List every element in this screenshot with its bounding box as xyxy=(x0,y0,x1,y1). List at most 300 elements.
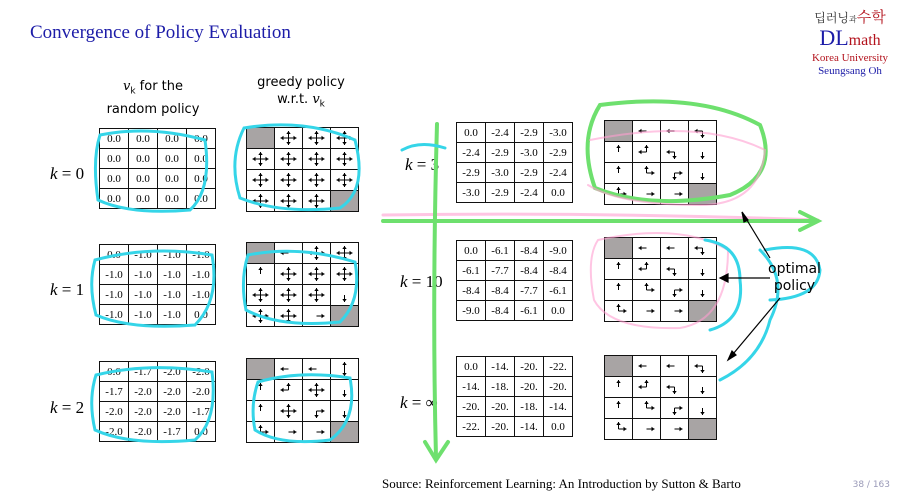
value-cell: -2.0 xyxy=(129,382,158,402)
arrow-icon xyxy=(247,191,274,211)
policy-cell xyxy=(331,170,359,191)
arrow-icon xyxy=(303,191,330,211)
policy-cell xyxy=(331,264,359,285)
policy-cell xyxy=(605,419,633,440)
arrow-icon xyxy=(275,264,302,284)
policy-cell xyxy=(689,238,717,259)
value-cell: -8.4 xyxy=(544,261,573,281)
policy-cell xyxy=(303,191,331,212)
value-cell: 0.0 xyxy=(187,169,216,189)
arrow-icon xyxy=(247,422,274,442)
arrow-icon xyxy=(633,419,660,439)
k-label: k = 10 xyxy=(400,272,443,291)
policy-cell xyxy=(303,359,331,380)
policy-cell xyxy=(633,301,661,322)
value-cell: -6.1 xyxy=(544,281,573,301)
policy-grid xyxy=(246,358,359,443)
value-cell: -2.9 xyxy=(486,143,515,163)
policy-cell xyxy=(661,121,689,142)
slide-title: Convergence of Policy Evaluation xyxy=(30,22,291,43)
value-cell: -20. xyxy=(486,397,515,417)
policy-grid xyxy=(604,355,717,440)
policy-cell xyxy=(303,380,331,401)
arrow-icon xyxy=(633,121,660,141)
arrow-icon xyxy=(661,259,688,279)
arrow-icon xyxy=(689,259,716,279)
k-value: 10 xyxy=(425,272,443,291)
k-label: k = ∞ xyxy=(400,393,438,412)
value-cell: -14. xyxy=(515,417,544,437)
policy-cell xyxy=(303,401,331,422)
value-cell: -2.4 xyxy=(544,163,573,183)
arrow-icon xyxy=(661,238,688,258)
policy-cell xyxy=(689,356,717,377)
value-cell: 0.0 xyxy=(100,189,129,209)
arrow-icon xyxy=(331,264,358,284)
arrow-icon xyxy=(247,306,274,326)
arrow-icon xyxy=(331,128,358,148)
policy-cell xyxy=(633,163,661,184)
terminal-cell xyxy=(605,356,633,377)
value-cell: -8.4 xyxy=(515,241,544,261)
arrow-icon xyxy=(661,121,688,141)
arrow-icon xyxy=(689,142,716,162)
policy-cell xyxy=(303,422,331,443)
arrow-icon xyxy=(303,306,330,326)
policy-cell xyxy=(633,238,661,259)
policy-cell xyxy=(689,377,717,398)
policy-cell xyxy=(331,401,359,422)
arrow-icon xyxy=(661,398,688,418)
value-cell: 0.0 xyxy=(544,301,573,321)
arrow-icon xyxy=(633,142,660,162)
value-cell: 0.0 xyxy=(457,241,486,261)
policy-cell xyxy=(247,422,275,443)
arrow-icon xyxy=(605,398,632,418)
arrow-icon xyxy=(661,163,688,183)
arrow-icon xyxy=(661,356,688,376)
value-cell: 0.0 xyxy=(187,305,216,325)
arrow-icon xyxy=(275,422,302,442)
value-cell: -1.0 xyxy=(100,265,129,285)
value-cell: 0.0 xyxy=(457,123,486,143)
arrow-icon xyxy=(689,280,716,300)
value-cell: -8.4 xyxy=(457,281,486,301)
k-label: k = 0 xyxy=(50,164,85,183)
policy-cell xyxy=(633,259,661,280)
value-cell: -2.0 xyxy=(158,382,187,402)
k-value: 1 xyxy=(75,280,85,299)
value-cell: -2.0 xyxy=(100,402,129,422)
policy-cell xyxy=(689,398,717,419)
policy-cell xyxy=(661,259,689,280)
value-cell: 0.0 xyxy=(129,129,158,149)
arrow-icon xyxy=(275,380,302,400)
terminal-cell xyxy=(689,419,717,440)
policy-cell xyxy=(275,306,303,327)
policy-cell xyxy=(633,398,661,419)
value-cell: -2.9 xyxy=(486,183,515,203)
value-cell: -1.0 xyxy=(187,285,216,305)
terminal-cell xyxy=(331,191,359,212)
arrow-icon xyxy=(661,377,688,397)
value-grid xyxy=(99,361,216,442)
value-cell: -14. xyxy=(486,357,515,377)
page-number: 38 / 163 xyxy=(852,480,890,490)
arrow-icon xyxy=(689,398,716,418)
arrow-icon xyxy=(633,377,660,397)
policy-cell xyxy=(689,259,717,280)
k-value: ∞ xyxy=(425,393,438,412)
policy-cell xyxy=(661,356,689,377)
value-cell: -1.7 xyxy=(129,362,158,382)
value-cell: 0.0 xyxy=(158,129,187,149)
value-cell: -2.4 xyxy=(457,143,486,163)
arrow-icon xyxy=(275,149,302,169)
value-cell: -2.4 xyxy=(515,183,544,203)
arrow-icon xyxy=(247,170,274,190)
value-cell: -14. xyxy=(544,397,573,417)
policy-cell xyxy=(661,280,689,301)
policy-cell xyxy=(275,422,303,443)
arrow-icon xyxy=(275,401,302,421)
arrow-icon xyxy=(303,285,330,305)
arrow-icon xyxy=(275,359,302,379)
policy-cell xyxy=(303,264,331,285)
arrow-icon xyxy=(689,121,716,141)
value-cell: -1.0 xyxy=(187,265,216,285)
value-cell: -6.1 xyxy=(486,241,515,261)
k-value: 0 xyxy=(75,164,85,183)
policy-cell xyxy=(247,191,275,212)
arrow-icon xyxy=(331,243,358,263)
value-cell: 0.0 xyxy=(100,149,129,169)
value-cell: 0.0 xyxy=(544,417,573,437)
policy-cell xyxy=(331,380,359,401)
policy-cell xyxy=(633,356,661,377)
policy-cell xyxy=(275,380,303,401)
policy-cell xyxy=(661,184,689,205)
policy-cell xyxy=(661,419,689,440)
value-cell: 0.0 xyxy=(187,129,216,149)
arrow-icon xyxy=(605,142,632,162)
value-cell: -18. xyxy=(486,377,515,397)
value-cell: -2.9 xyxy=(515,123,544,143)
value-cell: -6.1 xyxy=(457,261,486,281)
policy-cell xyxy=(275,401,303,422)
value-cell: -2.9 xyxy=(457,163,486,183)
policy-cell xyxy=(633,142,661,163)
arrow-icon xyxy=(605,301,632,321)
value-cell: -7.7 xyxy=(515,281,544,301)
policy-cell xyxy=(275,149,303,170)
policy-cell xyxy=(605,142,633,163)
policy-cell xyxy=(331,359,359,380)
value-cell: -1.7 xyxy=(187,402,216,422)
logo-university: Korea University xyxy=(811,52,889,64)
value-cell: -2.0 xyxy=(158,402,187,422)
arrow-icon xyxy=(247,285,274,305)
value-cell: 0.0 xyxy=(100,245,129,265)
policy-cell xyxy=(605,301,633,322)
arrow-icon xyxy=(247,401,274,421)
value-cell: -14. xyxy=(457,377,486,397)
policy-grid xyxy=(604,237,717,322)
value-cell: 0.0 xyxy=(158,149,187,169)
value-cell: -8.4 xyxy=(515,261,544,281)
policy-cell xyxy=(661,301,689,322)
value-cell: -6.1 xyxy=(515,301,544,321)
policy-cell xyxy=(661,398,689,419)
value-cell: 0.0 xyxy=(158,169,187,189)
arrow-icon xyxy=(331,401,358,421)
value-cell: 0.0 xyxy=(187,189,216,209)
policy-cell xyxy=(633,280,661,301)
arrow-icon xyxy=(303,401,330,421)
arrow-icon xyxy=(605,419,632,439)
k-value: 3 xyxy=(430,155,440,174)
policy-cell xyxy=(247,380,275,401)
policy-cell xyxy=(661,377,689,398)
arrow-icon xyxy=(303,170,330,190)
arrow-icon xyxy=(275,306,302,326)
value-cell: -1.7 xyxy=(158,422,187,442)
value-cell: -1.0 xyxy=(129,265,158,285)
logo-author: Seungsang Oh xyxy=(818,65,882,77)
terminal-cell xyxy=(247,243,275,264)
value-grid xyxy=(99,244,216,325)
arrow-icon xyxy=(303,380,330,400)
terminal-cell xyxy=(689,184,717,205)
value-cell: 0.0 xyxy=(100,169,129,189)
value-cell: -2.0 xyxy=(100,422,129,442)
policy-cell xyxy=(633,419,661,440)
arrow-icon xyxy=(275,128,302,148)
value-cell: -1.0 xyxy=(129,305,158,325)
logo: 딥러닝과수학 DLmath Korea University Seungsang Oh xyxy=(811,8,889,77)
optimal-policy-label: optimal policy xyxy=(768,261,821,294)
arrow-icon xyxy=(247,380,274,400)
policy-cell xyxy=(247,170,275,191)
policy-column-header: greedy policy w.r.t. $v_k$ xyxy=(257,75,345,110)
value-cell: 0.0 xyxy=(100,362,129,382)
value-grid xyxy=(99,128,216,209)
value-cell: 0.0 xyxy=(457,357,486,377)
policy-cell xyxy=(275,359,303,380)
terminal-cell xyxy=(605,121,633,142)
policy-grid xyxy=(246,242,359,327)
value-cell: -2.9 xyxy=(515,163,544,183)
policy-cell xyxy=(605,184,633,205)
value-cell: 0.0 xyxy=(544,183,573,203)
policy-cell xyxy=(605,163,633,184)
arrow-icon xyxy=(633,280,660,300)
value-cell: 0.0 xyxy=(187,149,216,169)
k-label: k = 3 xyxy=(405,155,440,174)
policy-cell xyxy=(247,401,275,422)
arrow-icon xyxy=(661,280,688,300)
value-grid xyxy=(456,356,573,437)
policy-cell xyxy=(303,128,331,149)
arrow-icon xyxy=(689,163,716,183)
value-cell: 0.0 xyxy=(158,189,187,209)
arrow-icon xyxy=(303,128,330,148)
policy-grid xyxy=(246,127,359,212)
arrow-icon xyxy=(633,259,660,279)
arrow-icon xyxy=(331,170,358,190)
arrow-icon xyxy=(661,301,688,321)
value-cell: -3.0 xyxy=(486,163,515,183)
value-cell: -22. xyxy=(544,357,573,377)
policy-cell xyxy=(247,306,275,327)
value-cell: -1.7 xyxy=(100,382,129,402)
source-citation: Source: Reinforcement Learning: An Introduction by Sutton & Barto xyxy=(382,476,741,491)
policy-cell xyxy=(689,142,717,163)
terminal-cell xyxy=(247,128,275,149)
policy-cell xyxy=(605,280,633,301)
terminal-cell xyxy=(689,301,717,322)
value-cell: -3.0 xyxy=(544,123,573,143)
policy-cell xyxy=(247,285,275,306)
value-cell: 0.0 xyxy=(129,189,158,209)
k-label: k = 2 xyxy=(50,398,85,417)
value-cell: -20. xyxy=(544,377,573,397)
policy-cell xyxy=(275,285,303,306)
arrow-icon xyxy=(303,243,330,263)
terminal-cell xyxy=(331,422,359,443)
value-cell: -20. xyxy=(457,397,486,417)
value-cell: -1.0 xyxy=(187,245,216,265)
value-cell: -3.0 xyxy=(515,143,544,163)
arrow-icon xyxy=(633,398,660,418)
policy-cell xyxy=(661,163,689,184)
arrow-icon xyxy=(275,170,302,190)
policy-cell xyxy=(275,264,303,285)
arrow-icon xyxy=(605,280,632,300)
value-cell: -2.9 xyxy=(544,143,573,163)
arrow-icon xyxy=(275,285,302,305)
value-cell: 0.0 xyxy=(129,169,158,189)
terminal-cell xyxy=(247,359,275,380)
arrow-icon xyxy=(633,163,660,183)
policy-cell xyxy=(303,285,331,306)
policy-cell xyxy=(303,170,331,191)
arrow-icon xyxy=(275,243,302,263)
value-cell: -8.4 xyxy=(486,281,515,301)
value-cell: -22. xyxy=(457,417,486,437)
policy-cell xyxy=(633,121,661,142)
value-cell: -2.0 xyxy=(129,402,158,422)
arrow-icon xyxy=(331,149,358,169)
value-cell: -1.0 xyxy=(158,285,187,305)
policy-cell xyxy=(605,398,633,419)
arrow-icon xyxy=(633,238,660,258)
arrow-icon xyxy=(689,238,716,258)
policy-cell xyxy=(689,163,717,184)
policy-cell xyxy=(331,149,359,170)
arrow-icon xyxy=(633,184,660,204)
policy-cell xyxy=(275,243,303,264)
terminal-cell xyxy=(605,238,633,259)
arrow-icon xyxy=(303,149,330,169)
arrow-icon xyxy=(303,264,330,284)
value-cell: -1.0 xyxy=(129,245,158,265)
value-cell: -2.0 xyxy=(129,422,158,442)
arrow-icon xyxy=(605,259,632,279)
value-cell: -1.0 xyxy=(158,265,187,285)
policy-cell xyxy=(633,377,661,398)
value-cell: -20. xyxy=(486,417,515,437)
policy-cell xyxy=(275,191,303,212)
policy-cell xyxy=(605,259,633,280)
value-cell: -1.0 xyxy=(158,245,187,265)
policy-cell xyxy=(247,264,275,285)
terminal-cell xyxy=(331,306,359,327)
value-cell: -18. xyxy=(515,397,544,417)
value-cell: -9.0 xyxy=(457,301,486,321)
arrow-icon xyxy=(303,422,330,442)
value-grid xyxy=(456,122,573,203)
policy-cell xyxy=(275,128,303,149)
policy-cell xyxy=(661,142,689,163)
policy-cell xyxy=(689,280,717,301)
value-cell: -3.0 xyxy=(457,183,486,203)
arrow-icon xyxy=(605,184,632,204)
policy-cell xyxy=(633,184,661,205)
arrow-icon xyxy=(605,377,632,397)
value-cell: -2.0 xyxy=(158,362,187,382)
policy-cell xyxy=(331,285,359,306)
value-cell: -1.0 xyxy=(129,285,158,305)
arrow-icon xyxy=(303,359,330,379)
arrow-icon xyxy=(661,184,688,204)
value-cell: -1.0 xyxy=(100,285,129,305)
value-column-header: $v_k$ for the random policy xyxy=(106,79,200,117)
value-cell: -20. xyxy=(515,357,544,377)
value-grid xyxy=(456,240,573,321)
value-cell: -7.7 xyxy=(486,261,515,281)
policy-cell xyxy=(303,149,331,170)
value-cell: -1.0 xyxy=(100,305,129,325)
value-cell: 0.0 xyxy=(129,149,158,169)
arrow-icon xyxy=(605,163,632,183)
policy-cell xyxy=(689,121,717,142)
policy-cell xyxy=(303,243,331,264)
arrow-icon xyxy=(633,301,660,321)
arrow-icon xyxy=(689,377,716,397)
policy-cell xyxy=(247,149,275,170)
policy-grid xyxy=(604,120,717,205)
policy-cell xyxy=(275,170,303,191)
arrow-icon xyxy=(275,191,302,211)
arrow-icon xyxy=(247,264,274,284)
arrow-icon xyxy=(689,356,716,376)
k-value: 2 xyxy=(75,398,85,417)
value-cell: -2.0 xyxy=(187,382,216,402)
policy-cell xyxy=(303,306,331,327)
arrow-icon xyxy=(331,359,358,379)
arrow-icon xyxy=(661,419,688,439)
value-cell: -2.0 xyxy=(187,362,216,382)
policy-cell xyxy=(661,238,689,259)
value-cell: -9.0 xyxy=(544,241,573,261)
value-cell: 0.0 xyxy=(100,129,129,149)
policy-cell xyxy=(331,243,359,264)
policy-cell xyxy=(331,128,359,149)
value-cell: 0.0 xyxy=(187,422,216,442)
arrow-icon xyxy=(331,380,358,400)
arrow-icon xyxy=(247,149,274,169)
